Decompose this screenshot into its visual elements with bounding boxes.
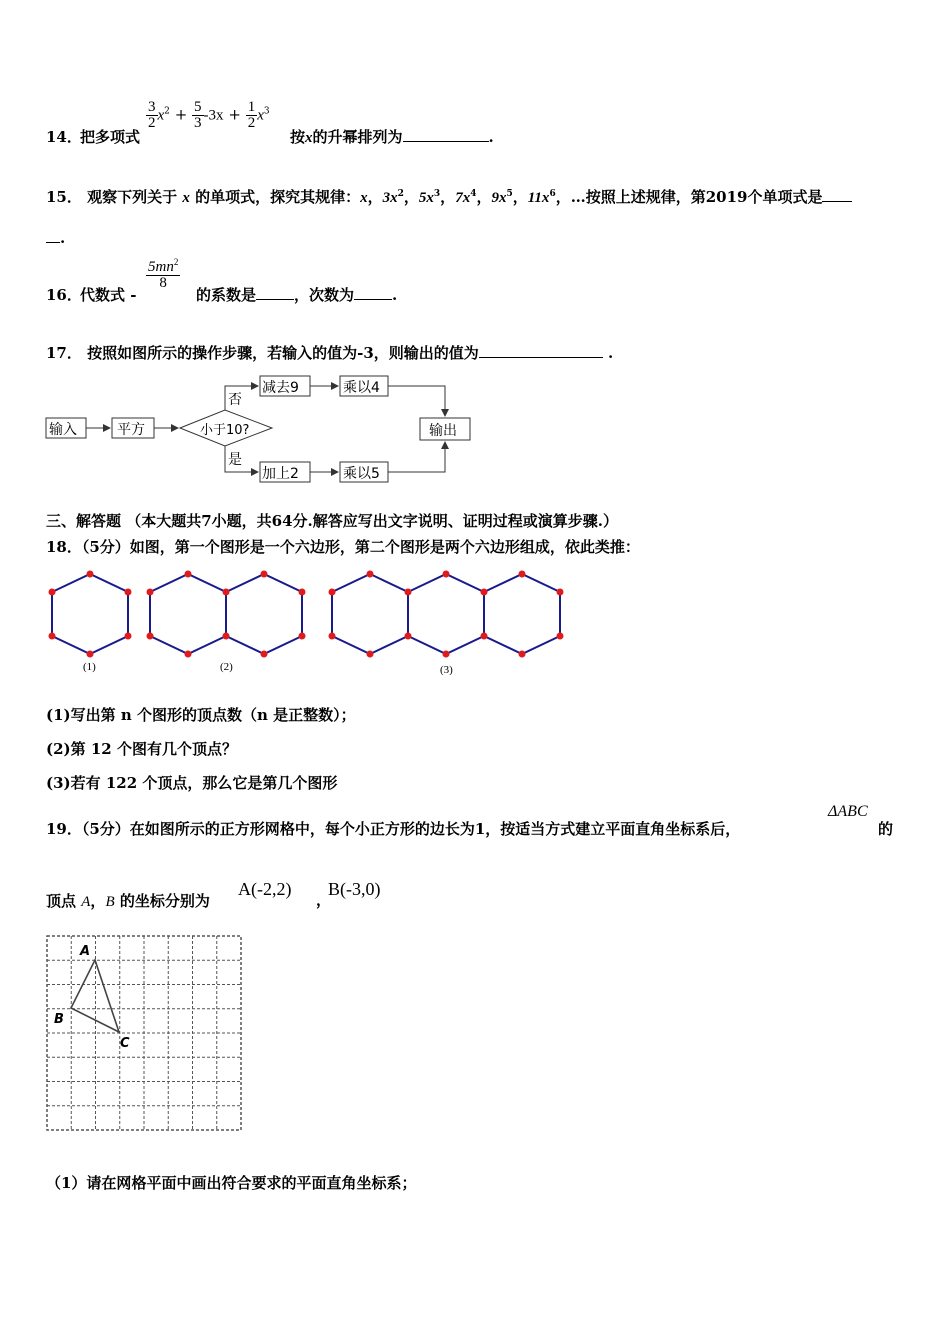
q19-coord-b: B(-3,0) [328,879,381,899]
hex-vertex [49,589,56,596]
hexagon-3-1 [332,574,408,654]
hex-vertex [557,633,564,640]
hexagon-3-2 [408,574,484,654]
hex-vertex [367,571,374,578]
q15-text-c: ，…按照上述规律，第2019个单项式是 [555,188,823,206]
hex-vertex [519,651,526,658]
q15-text-b: 的单项式，探究其规律： [195,188,361,206]
flow-input-label: 输入 [49,422,77,438]
q17-number: 17． [46,344,82,362]
hex-vertex [481,589,488,596]
flow-sub9-label: 减去9 [262,380,299,396]
hex-vertex [261,571,268,578]
hex-vertex [443,651,450,658]
q14-answer-blank[interactable] [403,127,489,142]
hex-vertex [367,651,374,658]
q14-polynomial: $\frac{3}{2}$ $x^2$ + $\frac{5}{3}$ -3x + $\frac{1}{2}$ $x^3$ [148,99,270,131]
q14-prefix: 把多项式 [80,128,141,146]
hexagon-3-3 [484,574,560,654]
hex-vertex [299,633,306,640]
q19-part-1: （1）请在网格平面中画出符合要求的平面直角坐标系； [46,1174,417,1192]
q16-number: 16． [46,286,82,304]
q15-term-1: x [360,190,368,206]
q19-triangle-symbol: ΔABC [828,803,868,820]
hexagon-1-1 [52,574,128,654]
flow-yes-label: 是 [228,452,242,468]
flow-output-label: 输出 [429,423,457,439]
hex-vertex [481,633,488,640]
q19-coord-sep: ， [316,891,332,909]
hex-vertex [87,571,94,578]
flow-no-label: 否 [228,392,242,408]
hex-vertex [299,589,306,596]
question-15-cont: . [46,228,65,247]
section-3-heading: 三、解答题 （本大题共7小题，共64分.解答应写出文字说明、证明过程或演算步骤.） [46,512,618,530]
label-c: C [120,1036,130,1051]
q18-part-2: (2)第 12 个图有几个顶点？ [46,740,237,758]
hex-vertex [261,651,268,658]
square-grid [46,935,244,1133]
question-18-intro: 18．（5分）如图，第一个图形是一个六边形，第二个图形是两个六边形组成，依此类推： [46,538,640,556]
hex-vertex [405,589,412,596]
q15-term-3: 5x [418,190,434,206]
question-19-line-2: 顶点 A，B 的坐标分别为 [46,892,210,910]
q16-fraction: $\frac{5mn^2}{8}$ [148,257,179,291]
hex-vertex [125,633,132,640]
hex-vertex [147,633,154,640]
q18-part-3: (3)若有 122 个顶点，那么它是第几个图形 [46,774,338,792]
q15-term-2: 3x [382,190,398,206]
q15-number: 15． [46,188,82,206]
hex-vertex [185,651,192,658]
flow-square-label: 平方 [117,422,145,438]
hexagon-2-1 [150,574,226,654]
flow-decision-label: 小于10? [200,423,250,438]
label-b: B [54,1012,64,1027]
hex-vertex [443,571,450,578]
hex-vertex [557,589,564,596]
q16-suffix: 的系数是 ，次数为 . [196,286,398,304]
hex-vertex [223,589,230,596]
q17-answer-blank[interactable] [479,343,603,358]
flow-mul5-label: 乘以5 [343,466,380,482]
q15-answer-blank-b[interactable] [46,228,60,243]
hex-vertex [87,651,94,658]
question-19 [46,818,740,839]
q14-number: 14． [46,128,82,146]
question-17: 17． 按照如图所示的操作步骤，若输入的值为-3，则输出的值为 . [46,344,614,362]
q16-coef-blank[interactable] [256,285,294,300]
q15-term-6: 11x [527,190,550,206]
hex-vertex [223,633,230,640]
hex-vertex [125,589,132,596]
q18-part-1: (1)写出第 n 个图形的顶点数（n 是正整数）； [46,706,356,724]
q15-answer-blank-a[interactable] [822,187,852,202]
q17-text: 按照如图所示的操作步骤，若输入的值为-3，则输出的值为 [87,344,479,362]
flow-mul4-label: 乘以4 [343,380,380,396]
hex-caption-1: (1) [83,661,96,673]
q15-term-4: 7x [455,190,471,206]
hex-vertex [49,633,56,640]
hexagon-2-2 [226,574,302,654]
flow-add2-label: 加上2 [262,466,299,482]
hex-caption-3: (3) [440,664,453,676]
q14-frac-2: $\frac{5}{3}$ [194,99,202,131]
hex-vertex [329,633,336,640]
q14-frac-3: $\frac{1}{2}$ [247,99,256,131]
q15-term-5: 9x [491,190,507,206]
q14-frac-1: $\frac{3}{2}$ [148,99,156,131]
label-a: A [80,944,91,959]
hex-vertex [185,571,192,578]
hex-caption-2: (2) [220,661,233,673]
q16-text-a: 代数式 - [80,286,137,304]
q19-coord-a: A(-2,2) [238,879,292,899]
question-15: 15． 观察下列关于 x 的单项式，探究其规律：x，$3x^2$，$5x^3$，$7x^4$，$9x^5$，$11x^6$，…按照上述规律，第2019个单项式是 [46,186,852,207]
hexagon-figures [40,566,580,680]
q19-de: 的 [878,820,894,838]
hex-vertex [405,633,412,640]
hex-vertex [519,571,526,578]
hex-vertex [147,589,154,596]
q14-suffix: 按x的升幂排列为 . [290,128,494,146]
q19-intro: 19．（5分）在如图所示的正方形网格中，每个小正方形的边长为1，按适当方式建立平面直角坐标系后， [46,820,741,838]
q16-degree-blank[interactable] [354,285,392,300]
q15-text-a: 观察下列关于 [87,188,178,206]
flowchart [40,368,480,488]
hex-vertex [329,589,336,596]
